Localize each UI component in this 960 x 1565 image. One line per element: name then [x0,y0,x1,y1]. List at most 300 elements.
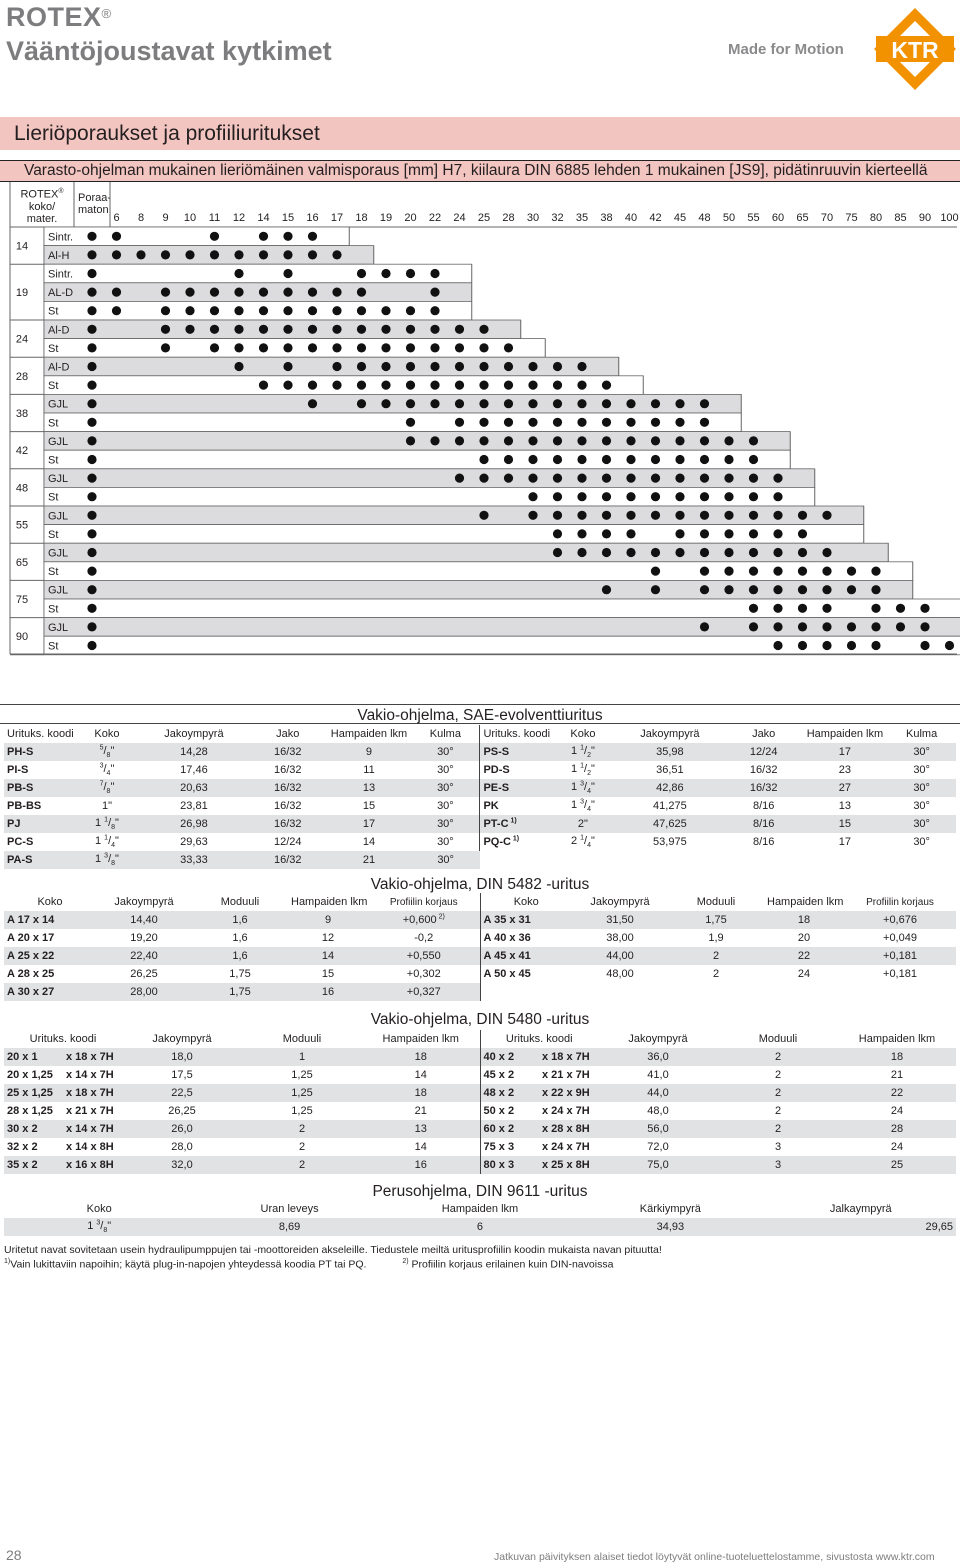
sae-code: PQ-C $^{1)}$ [480,833,551,851]
din5482-teeth: 12 [321,932,335,944]
din5480-pitch-diameter: 36,0 [598,1048,718,1066]
bore-available-dot [749,436,758,445]
bore-available-dot [724,455,733,464]
din5482-column-header: Hampaiden lkm [767,896,844,908]
bore-available-dot [798,604,807,613]
bore-available-dot [626,399,635,408]
din5480-pitch-diameter: 26,25 [168,1105,196,1117]
bore-available-dot [210,343,219,352]
bore-grid-title: Varasto-ohjelman mukainen lieriömäinen valmisporaus [mm] H7, kiilaura DIN 6885 lehden 1 mukainen [JS9], pidätinruuvin kierteellä [24,162,928,179]
din5482-teeth: 20 [797,932,811,944]
bore-available-dot [430,436,439,445]
bore-available-dot [651,455,660,464]
bore-available-dot [773,641,782,650]
unbored-dot [87,381,96,390]
bore-available-dot [430,362,439,371]
bore-available-dot [234,306,243,315]
sae-code: PB-BS [7,800,42,812]
din5482-teeth: 18 [764,911,844,929]
bore-available-dot [724,436,733,445]
din5480-module: 1,25 [291,1105,313,1117]
bore-col-header: 22 [428,212,442,224]
din9611-root-diameter: 29,65 [766,1218,956,1236]
bore-available-dot [773,474,782,483]
bore-grid-head-unbored: Poraa- maton [78,192,112,216]
din5480-code-teeth: x 14 x 8H [66,1141,114,1153]
bore-available-dot [357,362,366,371]
bore-available-dot [577,436,586,445]
bore-available-dot [700,436,709,445]
din5482-teeth: 9 [288,911,368,929]
din5482-correction: +0,181 [883,968,917,980]
bore-available-dot [773,492,782,501]
bore-col-header: 24 [453,212,466,224]
din5482-teeth: 15 [321,968,335,980]
bore-available-dot [430,399,439,408]
bore-available-dot [749,604,758,613]
bore-available-dot [210,232,219,241]
bore-available-dot [259,343,268,352]
din5480-code-teeth: x 18 x 7H [539,1048,598,1066]
din5480-teeth: 21 [890,1069,904,1081]
bore-col-header: 50 [722,212,736,224]
bore-col-header: 90 [918,212,932,224]
sae-pitch-diameter: 36,51 [656,764,684,776]
bore-available-dot [259,306,268,315]
din5480-column-header: Moduuli [282,1033,322,1045]
din5482-teeth: 24 [797,968,811,980]
din5482-row [4,911,956,929]
brand-motto: Made for Motion [728,41,844,58]
bore-available-dot [357,325,366,334]
bore-material-label: St [48,640,59,653]
table-header-row [4,725,956,743]
bore-available-dot [602,492,611,501]
din5482-correction: +0,302 [406,968,441,980]
bore-available-dot [847,622,856,631]
bore-available-dot [651,548,660,557]
bore-size-label: 65 [15,556,29,569]
bore-available-dot [749,622,758,631]
bore-material-label: Al-H [48,249,70,262]
sae-size [75,851,139,869]
din5480-module: 2 [242,1156,362,1174]
bore-available-dot [749,455,758,464]
bore-available-dot [308,325,317,334]
din9611-row [4,1218,956,1236]
bore-col-header: 6 [113,212,120,224]
bore-col-header: 28 [502,212,515,224]
din5480-teeth: 18 [362,1048,480,1066]
din5480-teeth: 24 [890,1105,904,1117]
empty-cell [551,851,615,869]
din5482-size: A 17 x 14 [4,911,96,929]
unbored-dot [87,511,96,520]
bore-available-dot [553,455,562,464]
bore-available-dot [626,548,635,557]
empty-cell [668,983,764,1001]
bore-row [44,506,864,525]
bore-available-dot [332,325,341,334]
din5480-pitch-diameter: 56,0 [598,1120,718,1138]
din5482-correction: +0,550 [368,947,480,965]
bore-available-dot [602,511,611,520]
bore-available-dot [210,250,219,259]
din5482-size: A 45 x 41 [480,947,572,965]
bore-available-dot [626,436,635,445]
bore-available-dot [283,250,292,259]
bore-available-dot [528,492,537,501]
table-header-row [4,1200,956,1218]
din5480-code-size: 32 x 2 [7,1141,38,1153]
sae-code: PJ [4,815,75,833]
sae-code: PT-C $^{1)}$ [480,815,551,833]
bore-size-label: 28 [15,370,29,383]
sae-pitch: 12/24 [273,836,302,848]
bore-available-dot [528,362,537,371]
bore-available-dot [455,474,464,483]
bore-available-dot [430,306,439,315]
bore-available-dot [430,269,439,278]
din5480-row [4,1066,956,1084]
unbored-dot [87,306,96,315]
bore-available-dot [920,622,929,631]
din5482-pitch-diameter: 38,00 [606,932,634,944]
bore-available-dot [479,362,488,371]
bore-available-dot [259,381,268,390]
sae-pitch-diameter: 26,98 [139,815,249,833]
fraction-value: 1 $^3/_8$" [94,852,119,868]
bore-available-dot [675,529,684,538]
din5482-size: A 30 x 27 [4,983,96,1001]
bore-available-dot [283,306,292,315]
fraction-value: 2" [577,818,588,830]
din5480-row [4,1138,956,1156]
din5480-module: 3 [774,1141,782,1153]
sae-pitch: 16/32 [249,779,327,797]
bore-available-dot [308,306,317,315]
bore-material-label: Al-D [48,324,70,337]
sae-code: PA-S [4,851,75,869]
bore-col-header: 32 [551,212,564,224]
bore-col-header: 48 [698,212,711,224]
din5482-module: 2 [712,968,720,980]
bore-col-header: 15 [281,212,295,224]
sae-column-header: Hampaiden lkm [806,728,884,740]
bore-available-dot [381,362,390,371]
bore-available-dot [553,474,562,483]
bore-available-dot [700,455,709,464]
unbored-dot [87,399,96,408]
din5480-teeth: 22 [838,1084,956,1102]
note-footnotes: $^{1)}$Vain lukittaviin napoihin; käytä plug-in-napojen yhteydessä koodia PT tai PQ. $^{2)}$ Profiilin korjaus erilainen kuin DIN-navoissa [4,1258,614,1271]
bore-available-dot [112,232,121,241]
bore-available-dot [185,250,194,259]
bore-available-dot [798,567,807,576]
bore-available-dot [577,381,586,390]
sae-table [4,725,956,869]
bore-available-dot [259,232,268,241]
din5480-teeth: 13 [362,1120,480,1138]
bore-col-header: 19 [379,212,393,224]
din5480-module: 2 [718,1084,838,1102]
bore-col-header: 11 [208,212,221,224]
bore-size-label: 14 [15,240,29,253]
sae-size [75,743,139,761]
bore-available-dot [528,511,537,520]
din5482-teeth: 14 [288,947,368,965]
sae-angle: 30° [887,743,956,761]
bore-available-dot [283,343,292,352]
sae-code: PC-S [7,836,34,848]
sae-angle: 30° [913,836,930,848]
bore-available-dot [357,399,366,408]
footer-text: Jatkuvan päivityksen alaiset tiedot löytyvät online-tuoteluettelostamme, sivustosta www.ktr.com [494,1551,935,1563]
sae-size [551,761,615,779]
bore-available-dot [626,418,635,427]
bore-material-label: St [48,305,59,318]
bore-col-header: 10 [183,212,197,224]
bore-available-dot [332,288,341,297]
page-number: 28 [6,1547,22,1563]
din5482-module: 1,6 [192,911,288,929]
din5482-module: 1,75 [668,911,764,929]
din5482-size: A 25 x 22 [4,947,96,965]
fraction-value: $^3/_4$" [99,762,115,778]
bore-available-dot [871,622,880,631]
bore-available-dot [504,381,513,390]
bore-available-dot [602,585,611,594]
din9611-column-header: Uran leveys [260,1203,319,1215]
din5482-column-header: Profiilin korjaus [866,896,934,908]
bore-available-dot [602,455,611,464]
sae-pitch: 16/32 [249,851,327,869]
bore-available-dot [626,455,635,464]
bore-available-dot [920,641,929,650]
sae-teeth: 21 [327,851,412,869]
bore-col-header: 14 [257,212,270,224]
sae-size [75,815,139,833]
sae-code: PD-S [480,761,551,779]
bore-available-dot [308,343,317,352]
bore-available-dot [675,492,684,501]
page-title: Vääntöjoustavat kytkimet [6,36,332,66]
bore-size-label: 42 [15,445,29,458]
bore-available-dot [504,474,513,483]
bore-available-dot [430,288,439,297]
din5480-pitch-diameter: 41,0 [647,1069,669,1081]
sae-column-header: Urituks. koodi [480,725,551,743]
bore-material-label: GJL [48,621,69,634]
din5482-module: 2 [668,947,764,965]
bore-row [44,469,815,488]
sae-angle: 30° [411,779,480,797]
bore-available-dot [553,418,562,427]
bore-available-dot [847,585,856,594]
sae-column-header: Hampaiden lkm [330,728,408,740]
bore-col-header: 75 [845,212,858,224]
fraction-value: 1 $^3/_4$" [570,780,595,796]
din5482-column-header: Jakoympyrä [114,896,174,908]
sae-code: PH-S [4,743,75,761]
sae-pitch: 16/32 [725,779,803,797]
sae-angle: 30° [887,815,956,833]
bore-available-dot [700,418,709,427]
bore-available-dot [577,529,586,538]
bore-available-dot [626,529,635,538]
bore-material-label: St [48,342,59,355]
din5480-code-size: 28 x 1,25 [7,1105,53,1117]
bore-available-dot [553,492,562,501]
din5482-correction: +0,181 [844,947,956,965]
din5480-teeth: 14 [414,1141,427,1153]
bore-available-dot [749,529,758,538]
sae-column-header: Urituks. koodi [7,728,74,740]
bore-available-dot [871,585,880,594]
bore-available-dot [626,474,635,483]
bore-available-dot [675,548,684,557]
din5480-pitch-diameter: 17,5 [171,1069,193,1081]
empty-cell [844,983,956,1001]
bore-available-dot [504,436,513,445]
bore-available-dot [210,288,219,297]
empty-cell [615,851,725,869]
bore-available-dot [773,622,782,631]
bore-available-dot [651,492,660,501]
bore-available-dot [381,269,390,278]
bore-available-dot [283,325,292,334]
din5480-pitch-diameter: 48,0 [647,1105,669,1117]
bore-available-dot [504,362,513,371]
bore-available-dot [798,529,807,538]
din5480-code-teeth: x 14 x 7H [63,1120,122,1138]
bore-available-dot [700,567,709,576]
bore-available-dot [136,250,145,259]
din5482-correction: -0,2 [414,932,434,944]
din5480-column-header: Urituks. koodi [480,1030,598,1048]
din5480-code-size: 80 x 3 [480,1156,539,1174]
sae-pitch-diameter: 35,98 [615,743,725,761]
din5480-teeth: 24 [890,1141,904,1153]
din5482-module: 1,6 [192,947,288,965]
bore-available-dot [724,548,733,557]
bore-available-dot [479,381,488,390]
bore-row [44,543,888,562]
bore-col-header: 100 [940,212,959,224]
unbored-dot [87,622,96,631]
din5480-column-header: Hampaiden lkm [382,1033,459,1045]
din5482-pitch-diameter: 19,20 [130,932,158,944]
bore-available-dot [577,548,586,557]
bore-available-dot [406,436,415,445]
din5480-row [4,1048,956,1066]
din5480-pitch-diameter: 28,0 [171,1141,193,1153]
bore-available-dot [528,399,537,408]
bore-available-dot [602,436,611,445]
din5480-code-teeth: x 14 x 7H [66,1069,114,1081]
bore-available-dot [479,399,488,408]
bore-available-dot [577,455,586,464]
din9611-column-header: Kärkiympyrä [639,1203,701,1215]
fraction-value: 1 $^1/_4$" [94,834,119,850]
sae-pitch: 16/32 [273,800,302,812]
din5480-code-size: 20 x 1 [4,1048,63,1066]
bore-available-dot [479,325,488,334]
bore-col-header: 60 [771,212,785,224]
din5480-code-teeth: x 21 x 7H [66,1105,114,1117]
din5480-module: 1,25 [291,1069,313,1081]
sae-teeth: 11 [363,764,375,776]
bore-size-label: 55 [15,519,29,532]
bore-available-dot [749,567,758,576]
sae-size [551,779,615,797]
din9611-tip-diameter: 34,93 [575,1218,765,1236]
bore-available-dot [798,548,807,557]
bore-available-dot [675,436,684,445]
din5482-pitch-diameter: 28,00 [96,983,192,1001]
bore-available-dot [112,250,121,259]
din5480-pitch-diameter: 32,0 [122,1156,242,1174]
bore-available-dot [283,381,292,390]
bore-available-dot [455,436,464,445]
unbored-dot [87,455,96,464]
sae-size [75,761,139,779]
bore-col-header: 18 [355,212,368,224]
din5482-module: 1,9 [708,932,724,944]
sae-size [75,797,139,815]
din5482-column-header: Profiilin korjaus [389,896,458,908]
din5480-teeth: 18 [838,1048,956,1066]
bore-available-dot [749,585,758,594]
bore-available-dot [504,399,513,408]
din5482-size: A 28 x 25 [7,968,55,980]
bore-available-dot [700,474,709,483]
bore-available-dot [577,474,586,483]
sae-code: PS-S [480,743,551,761]
sae-pitch: 16/32 [749,764,778,776]
sae-column-header: Kulma [906,728,938,740]
bore-col-header: 55 [747,212,760,224]
bore-available-dot [381,306,390,315]
din9611-table [4,1200,956,1236]
bore-available-dot [210,325,219,334]
bore-available-dot [773,604,782,613]
sae-pitch-diameter: 14,28 [139,743,249,761]
sae-pitch: 8/16 [752,836,775,848]
bore-available-dot [308,381,317,390]
bore-grid [0,0,960,660]
bore-available-dot [847,567,856,576]
bore-available-dot [798,585,807,594]
unbored-dot [87,585,96,594]
bore-size-label: 38 [15,408,29,420]
sae-pitch: 8/16 [725,815,803,833]
sae-code: PI-S [7,764,29,776]
din5480-code-teeth: x 22 x 9H [539,1084,598,1102]
bore-available-dot [724,492,733,501]
bore-col-header: 17 [330,212,344,224]
sae-pitch: 12/24 [725,743,803,761]
bore-available-dot [259,250,268,259]
bore-available-dot [406,343,415,352]
bore-available-dot [455,362,464,371]
bore-available-dot [234,288,243,297]
din5480-code-size: 45 x 2 [480,1066,539,1084]
bore-available-dot [406,362,415,371]
sae-angle: 30° [913,800,930,812]
bore-available-dot [234,362,243,371]
bore-available-dot [602,548,611,557]
